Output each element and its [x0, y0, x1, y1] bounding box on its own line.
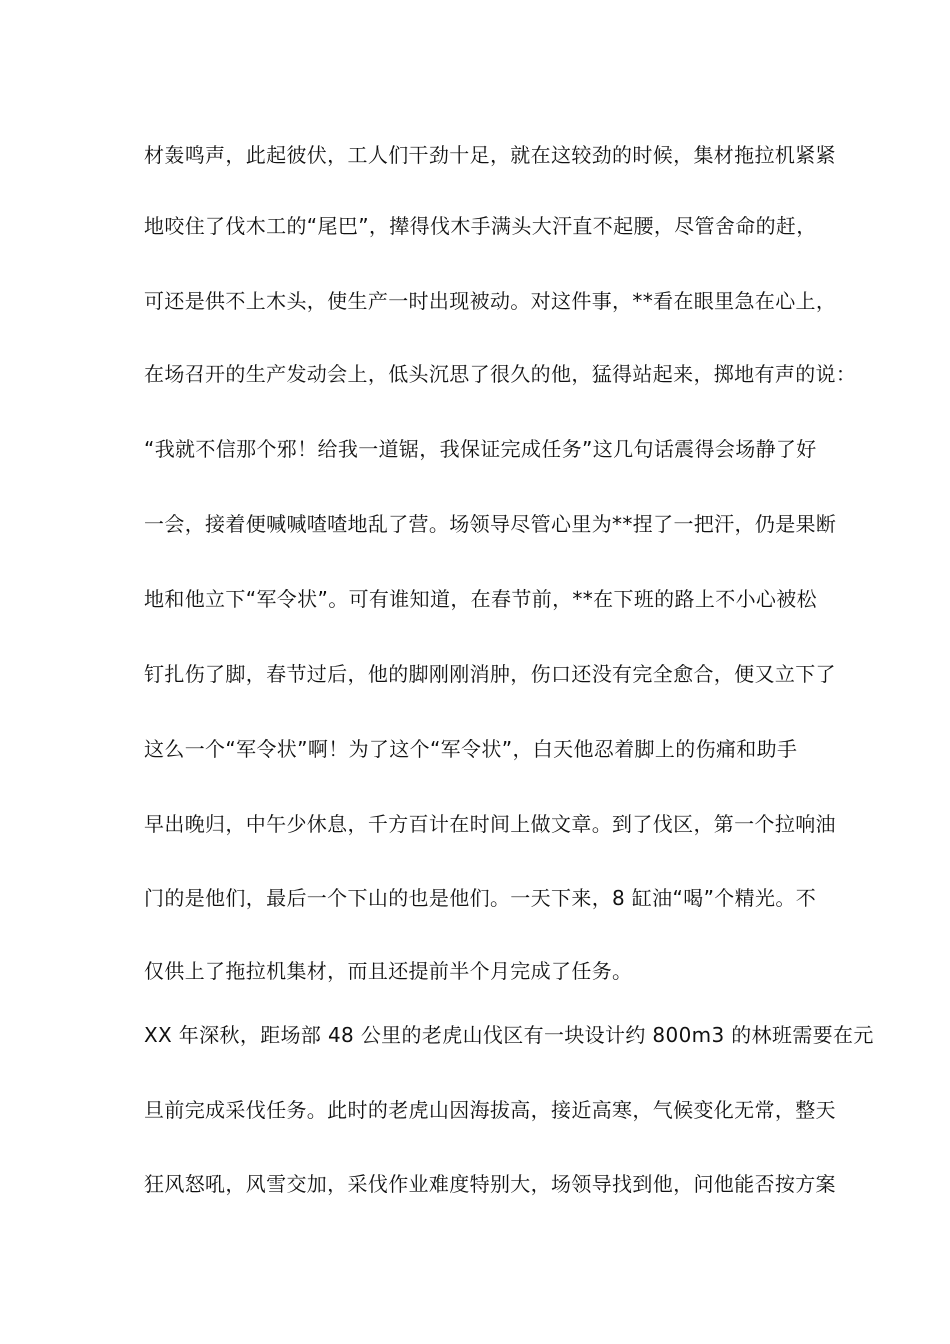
text-line-8: 钉扎伤了脚，春节过后，他的脚刚刚消肿，伤口还没有完全愈合，便又立下了 [144, 662, 836, 686]
text-line-6: 一会，接着便喊喊喳喳地乱了营。场领导尽管心里为**捏了一把汗，仍是果断 [144, 512, 837, 536]
text-line-9: 这么一个“军令状”啊！为了这个“军令状”，白天他忍着脚上的伤痛和助手 [144, 737, 798, 761]
text-line-11: 门的是他们，最后一个下山的也是他们。一天下来，8 缸油“喝”个精光。不 [144, 886, 817, 910]
text-line-4: 在场召开的生产发动会上，低头沉思了很久的他，猛得站起来，掷地有声的说： [144, 362, 857, 386]
text-line-10: 早出晚归，中午少休息，千方百计在时间上做文章。到了伐区，第一个拉响油 [144, 812, 836, 836]
text-line-13: XX 年深秋，距场部 48 公里的老虎山伐区有一块设计约 800m3 的林班需要在元 [144, 1023, 874, 1047]
text-line-14: 旦前完成采伐任务。此时的老虎山因海拔高，接近高寒，气候变化无常，整天 [144, 1098, 836, 1122]
text-line-15: 狂风怒吼，风雪交加，采伐作业难度特别大，场领导找到他，问他能否按方案 [144, 1172, 836, 1196]
text-line-3: 可还是供不上木头，使生产一时出现被动。对这件事，**看在眼里急在心上， [144, 289, 837, 313]
text-line-1: 材轰鸣声，此起彼伏，工人们干劲十足，就在这较劲的时候，集材拖拉机紧紧 [144, 143, 836, 167]
text-line-12: 仅供上了拖拉机集材，而且还提前半个月完成了任务。 [144, 959, 633, 983]
text-line-2: 地咬住了伐木工的“尾巴”，撵得伐木手满头大汗直不起腰，尽管舍命的赶， [144, 214, 817, 238]
text-line-7: 地和他立下“军令状”。可有谁知道，在春节前，**在下班的路上不小心被松 [144, 587, 817, 611]
text-line-5: “我就不信那个邪！给我一道锯，我保证完成任务”这几句话震得会场静了好 [144, 437, 817, 461]
